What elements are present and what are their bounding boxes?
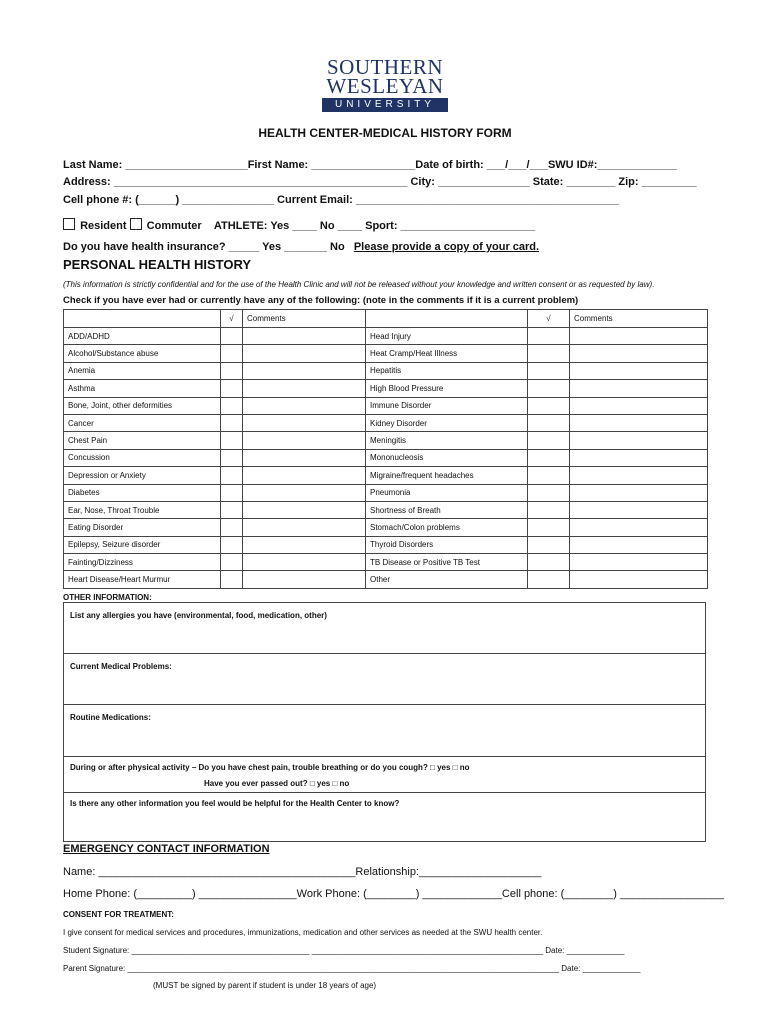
check-box-right[interactable] [528, 345, 570, 362]
comments-right[interactable] [570, 449, 708, 466]
condition-left: Anemia [64, 362, 221, 379]
condition-right: Hepatitis [366, 362, 528, 379]
logo-line-3: UNIVERSITY [322, 98, 448, 112]
comments-left[interactable] [243, 501, 366, 518]
table-row [64, 554, 708, 571]
check-box-left[interactable] [221, 449, 243, 466]
comments-left[interactable] [243, 519, 366, 536]
check-box-right[interactable] [528, 571, 570, 588]
comments-right[interactable] [570, 519, 708, 536]
commuter-label: Commuter [146, 220, 202, 232]
comments-header: Comments [243, 310, 366, 328]
condition-left: Eating Disorder [64, 519, 221, 536]
condition-right: Migraine/frequent headaches [366, 467, 528, 484]
comments-left[interactable] [243, 571, 366, 588]
resident-label: Resident [80, 220, 127, 232]
health-history-table [63, 309, 708, 589]
table-row [64, 571, 708, 588]
university-logo [322, 55, 448, 112]
condition-right: High Blood Pressure [366, 380, 528, 397]
comments-header: Comments [570, 310, 708, 328]
table-row [64, 362, 708, 379]
passed-out-question[interactable]: Have you ever passed out? □ yes □ no [204, 779, 350, 788]
condition-right: Mononucleosis [366, 449, 528, 466]
emergency-name-line[interactable]: Name: __________________________________________Relationship:____________________ [63, 866, 542, 878]
condition-left: Diabetes [64, 484, 221, 501]
comments-right[interactable] [570, 484, 708, 501]
table-row [64, 536, 708, 553]
check-instructions: Check if you have ever had or currently have any of the following: (note in the comments if it is a current problem) [63, 295, 579, 306]
comments-left[interactable] [243, 414, 366, 431]
consent-text: I give consent for medical services and procedures, immunizations, medication and other services as needed at the SWU health center. [63, 928, 543, 937]
check-box-left[interactable] [221, 571, 243, 588]
check-box-right[interactable] [528, 484, 570, 501]
check-box-right[interactable] [528, 501, 570, 518]
current-problems-field[interactable] [64, 654, 705, 705]
comments-right[interactable] [570, 397, 708, 414]
consent-title: CONSENT FOR TREATMENT: [63, 910, 174, 919]
comments-left[interactable] [243, 345, 366, 362]
comments-right[interactable] [570, 380, 708, 397]
check-box-right[interactable] [528, 397, 570, 414]
table-row [64, 380, 708, 397]
table-row [64, 414, 708, 431]
condition-right: TB Disease or Positive TB Test [366, 554, 528, 571]
check-box-left[interactable] [221, 328, 243, 345]
condition-right: Thyroid Disorders [366, 536, 528, 553]
check-box-left[interactable] [221, 380, 243, 397]
comments-left[interactable] [243, 554, 366, 571]
other-info-label: OTHER INFORMATION: [63, 593, 152, 602]
other-info-box [63, 602, 706, 842]
comments-right[interactable] [570, 501, 708, 518]
emergency-phone-line[interactable]: Home Phone: (_________) ________________Work Phone: (________) _____________Cell phone: (________) _________________ [63, 888, 724, 900]
check-box-left[interactable] [221, 397, 243, 414]
check-box-right[interactable] [528, 432, 570, 449]
check-box-right[interactable] [528, 467, 570, 484]
comments-right[interactable] [570, 345, 708, 362]
check-box-right[interactable] [528, 536, 570, 553]
check-box-left[interactable] [221, 345, 243, 362]
phone-email-line[interactable]: Cell phone #: (______) _______________ Current Email: ___________________________________________ [63, 194, 619, 206]
comments-left[interactable] [243, 362, 366, 379]
condition-left: Depression or Anxiety [64, 467, 221, 484]
check-header: √ [221, 310, 243, 328]
table-row [64, 328, 708, 345]
check-box-left[interactable] [221, 501, 243, 518]
table-row [64, 519, 708, 536]
table-row [64, 449, 708, 466]
comments-right[interactable] [570, 554, 708, 571]
logo-line-2: WESLEYAN [326, 74, 444, 98]
comments-right[interactable] [570, 328, 708, 345]
check-box-right[interactable] [528, 328, 570, 345]
confidential-note: (This information is strictly confidential and for the use of the Health Clinic and will not be released without your knowledge and written consent or as requested by law). [63, 280, 655, 289]
check-box-left[interactable] [221, 467, 243, 484]
activity-question-text[interactable]: During or after physical activity – Do you have chest pain, trouble breathing or do you cough? □ yes □ no [70, 763, 470, 772]
check-box-right[interactable] [528, 362, 570, 379]
condition-left: Ear, Nose, Throat Trouble [64, 501, 221, 518]
insurance-line [63, 241, 539, 253]
check-box-left[interactable] [221, 432, 243, 449]
condition-left: Concussion [64, 449, 221, 466]
insurance-question[interactable]: Do you have health insurance? _____ Yes _______ No [63, 241, 345, 253]
condition-header [366, 310, 528, 328]
condition-right: Other [366, 571, 528, 588]
table-row [64, 432, 708, 449]
parent-signature-line[interactable]: Parent Signature: _________________________________________________________________________________________________ Date: _____________ [63, 964, 641, 973]
condition-right: Kidney Disorder [366, 414, 528, 431]
physical-activity-question [64, 757, 705, 793]
allergies-label: List any allergies you have (environmental, food, medication, other) [70, 611, 327, 620]
condition-left: Bone, Joint, other deformities [64, 397, 221, 414]
condition-header [64, 310, 221, 328]
condition-left: Fainting/Dizziness [64, 554, 221, 571]
other-info-field[interactable] [64, 793, 705, 843]
condition-left: Cancer [64, 414, 221, 431]
athlete-field[interactable]: ATHLETE: Yes ____ No ____ Sport: ______________________ [213, 220, 536, 232]
condition-left: Asthma [64, 380, 221, 397]
check-box-left[interactable] [221, 414, 243, 431]
condition-right: Head Injury [366, 328, 528, 345]
comments-left[interactable] [243, 328, 366, 345]
comments-right[interactable] [570, 414, 708, 431]
condition-left: Epilepsy, Seizure disorder [64, 536, 221, 553]
condition-right: Pneumonia [366, 484, 528, 501]
condition-left: Alcohol/Substance abuse [64, 345, 221, 362]
condition-right: Immune Disorder [366, 397, 528, 414]
check-box-right[interactable] [528, 554, 570, 571]
condition-right: Stomach/Colon problems [366, 519, 528, 536]
check-box-left[interactable] [221, 362, 243, 379]
condition-left: Chest Pain [64, 432, 221, 449]
comments-right[interactable] [570, 536, 708, 553]
resident-checkbox[interactable] [63, 218, 75, 230]
check-box-left[interactable] [221, 536, 243, 553]
comments-left[interactable] [243, 397, 366, 414]
condition-left: ADD/ADHD [64, 328, 221, 345]
table-row [64, 484, 708, 501]
condition-right: Shortness of Breath [366, 501, 528, 518]
routine-medications-field[interactable] [64, 705, 705, 757]
emergency-contact-title: EMERGENCY CONTACT INFORMATION [63, 843, 270, 855]
check-box-left[interactable] [221, 484, 243, 501]
name-dob-line[interactable]: Last Name: ____________________First Name: _________________Date of birth: ___/___/___SWU ID#:_____________ [63, 159, 677, 171]
current-problems-label: Current Medical Problems: [70, 662, 172, 671]
table-row [64, 467, 708, 484]
logo-line-1: SOUTHERN [326, 55, 443, 79]
condition-left: Heart Disease/Heart Murmur [64, 571, 221, 588]
comments-left[interactable] [243, 432, 366, 449]
comments-left[interactable] [243, 467, 366, 484]
check-box-right[interactable] [528, 519, 570, 536]
parent-signature-note: (MUST be signed by parent if student is under 18 years of age) [153, 981, 377, 990]
check-header: √ [528, 310, 570, 328]
personal-history-title: PERSONAL HEALTH HISTORY [63, 257, 252, 272]
student-signature-line[interactable]: Student Signature: ________________________________________ ____________________________________________________ Date: _____________ [63, 946, 625, 955]
routine-medications-label: Routine Medications: [70, 713, 151, 722]
comments-left[interactable] [243, 536, 366, 553]
condition-right: Meningitis [366, 432, 528, 449]
comments-left[interactable] [243, 380, 366, 397]
table-header-row [64, 310, 708, 328]
comments-left[interactable] [243, 484, 366, 501]
check-box-right[interactable] [528, 414, 570, 431]
commuter-checkbox[interactable] [130, 218, 142, 230]
check-box-left[interactable] [221, 519, 243, 536]
condition-right: Heat Cramp/Heat Illness [366, 345, 528, 362]
form-title: HEALTH CENTER-MEDICAL HISTORY FORM [258, 126, 512, 140]
comments-left[interactable] [243, 449, 366, 466]
check-box-left[interactable] [221, 554, 243, 571]
comments-right[interactable] [570, 571, 708, 588]
residency-athlete-line [63, 218, 535, 232]
table-row [64, 501, 708, 518]
check-box-right[interactable] [528, 449, 570, 466]
comments-right[interactable] [570, 362, 708, 379]
comments-right[interactable] [570, 467, 708, 484]
table-row [64, 345, 708, 362]
insurance-note: Please provide a copy of your card. [353, 241, 540, 253]
comments-right[interactable] [570, 432, 708, 449]
allergies-field[interactable] [64, 603, 705, 654]
address-line[interactable]: Address: ________________________________________________ City: _______________ State: ________ Zip: _________ [63, 176, 697, 188]
other-info-question: Is there any other information you feel would be helpful for the Health Center to know? [70, 799, 400, 808]
table-row [64, 397, 708, 414]
check-box-right[interactable] [528, 380, 570, 397]
